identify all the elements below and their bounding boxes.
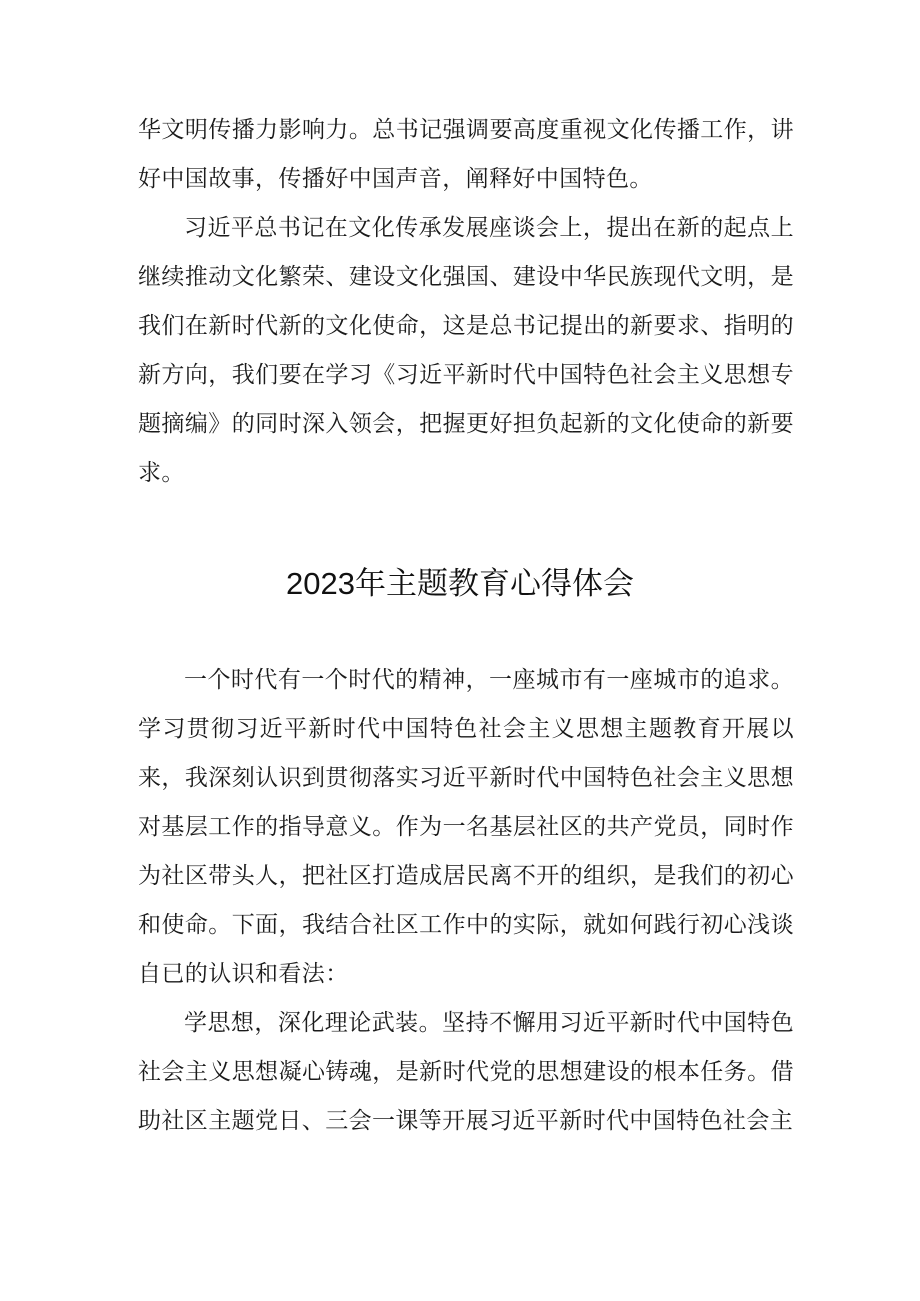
body-section-2 xyxy=(138,656,794,1146)
document-title: 2023年主题教育心得体会 xyxy=(286,566,634,601)
paragraph: 习近平总书记在文化传承发展座谈会上，提出在新的起点上继续推动文化繁荣、建设文化强国、建设中华民族现代文明，是我们在新时代新的文化使命，这是总书记提出的新要求、指明的新方向，我们要在学习《习近平新时代中国特色社会主义思想专题摘编》的同时深入领会，把握更好担负起新的文化使命的新要求。 xyxy=(138,215,794,486)
paragraph: 一个时代有一个时代的精神，一座城市有一座城市的追求。学习贯彻习近平新时代中国特色社会主义思想主题教育开展以来，我深刻认识到贯彻落实习近平新时代中国特色社会主义思想对基层工作的指导意义。作为一名基层社区的共产党员，同时作为社区带头人，把社区打造成居民离不开的组织，是我们的初心和使命。下面，我结合社区工作中的实际，就如何践行初心浅谈自已的认识和看法： xyxy=(138,667,794,987)
paragraph: 学思想，深化理论武装。坚持不懈用习近平新时代中国特色社会主义思想凝心铸魂，是新时代党的思想建设的根本任务。借助社区主题党日、三会一课等开展习近平新时代中国特色社会主 xyxy=(138,1010,794,1134)
paragraph-continued: 华文明传播力影响力。总书记强调要高度重视文化传播工作，讲好中国故事，传播好中国声音，阐释好中国特色。 xyxy=(138,117,794,192)
body-section-1 xyxy=(138,106,794,498)
